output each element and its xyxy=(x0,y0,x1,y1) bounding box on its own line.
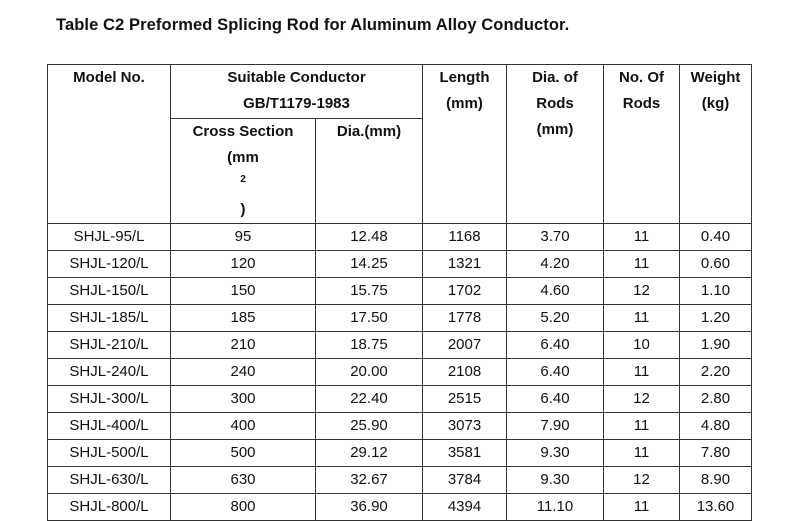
cell-conductor-diameter: 32.67 xyxy=(316,467,423,494)
cell-length: 3784 xyxy=(423,467,507,494)
cell-model: SHJL-500/L xyxy=(48,440,171,467)
cell-model: SHJL-95/L xyxy=(48,224,171,251)
cell-conductor-diameter: 17.50 xyxy=(316,305,423,332)
cell-cross-section: 300 xyxy=(171,386,316,413)
cell-cross-section: 400 xyxy=(171,413,316,440)
cell-weight: 0.40 xyxy=(680,224,752,251)
table-row xyxy=(48,224,752,251)
cell-rod-diameter: 6.40 xyxy=(507,332,604,359)
table-row xyxy=(48,251,752,278)
cell-model: SHJL-150/L xyxy=(48,278,171,305)
cell-rod-diameter: 9.30 xyxy=(507,467,604,494)
cell-conductor-diameter: 36.90 xyxy=(316,494,423,521)
cell-weight: 1.20 xyxy=(680,305,752,332)
table-row xyxy=(48,359,752,386)
cell-cross-section: 120 xyxy=(171,251,316,278)
cell-conductor-diameter: 25.90 xyxy=(316,413,423,440)
cell-cross-section: 630 xyxy=(171,467,316,494)
cell-cross-section: 210 xyxy=(171,332,316,359)
cell-model: SHJL-185/L xyxy=(48,305,171,332)
header-weight: Weight (kg) xyxy=(680,65,752,224)
cell-model: SHJL-120/L xyxy=(48,251,171,278)
cell-conductor-diameter: 22.40 xyxy=(316,386,423,413)
header-suitable-conductor: Suitable Conductor GB/T1179-1983 xyxy=(171,65,423,119)
cell-weight: 1.90 xyxy=(680,332,752,359)
cell-number-of-rods: 10 xyxy=(604,332,680,359)
cell-model: SHJL-400/L xyxy=(48,413,171,440)
table-row xyxy=(48,494,752,521)
cell-cross-section: 500 xyxy=(171,440,316,467)
cell-model: SHJL-630/L xyxy=(48,467,171,494)
cell-conductor-diameter: 14.25 xyxy=(316,251,423,278)
table-row xyxy=(48,305,752,332)
cell-weight: 8.90 xyxy=(680,467,752,494)
cell-conductor-diameter: 12.48 xyxy=(316,224,423,251)
cell-rod-diameter: 11.10 xyxy=(507,494,604,521)
table-row xyxy=(48,386,752,413)
table-title: Table C2 Preformed Splicing Rod for Aluminum Alloy Conductor. xyxy=(56,16,570,34)
cell-length: 1702 xyxy=(423,278,507,305)
cell-length: 2007 xyxy=(423,332,507,359)
cell-number-of-rods: 11 xyxy=(604,359,680,386)
header-cross-section: Cross Section (mm $^2$ ) xyxy=(171,119,316,224)
cell-number-of-rods: 11 xyxy=(604,413,680,440)
cell-rod-diameter: 9.30 xyxy=(507,440,604,467)
cell-rod-diameter: 4.60 xyxy=(507,278,604,305)
cell-number-of-rods: 11 xyxy=(604,224,680,251)
cell-number-of-rods: 11 xyxy=(604,440,680,467)
cell-length: 2108 xyxy=(423,359,507,386)
cell-length: 3073 xyxy=(423,413,507,440)
cell-weight: 7.80 xyxy=(680,440,752,467)
table-row xyxy=(48,413,752,440)
cell-weight: 0.60 xyxy=(680,251,752,278)
cell-cross-section: 150 xyxy=(171,278,316,305)
cell-length: 3581 xyxy=(423,440,507,467)
cell-weight: 2.80 xyxy=(680,386,752,413)
header-number-of-rods: No. Of Rods xyxy=(604,65,680,224)
table-row xyxy=(48,467,752,494)
cell-rod-diameter: 7.90 xyxy=(507,413,604,440)
cell-conductor-diameter: 18.75 xyxy=(316,332,423,359)
cell-length: 1168 xyxy=(423,224,507,251)
cell-rod-diameter: 3.70 xyxy=(507,224,604,251)
cell-number-of-rods: 12 xyxy=(604,278,680,305)
table-row xyxy=(48,332,752,359)
cell-cross-section: 185 xyxy=(171,305,316,332)
cell-number-of-rods: 11 xyxy=(604,305,680,332)
spec-table xyxy=(47,64,752,521)
cell-number-of-rods: 11 xyxy=(604,494,680,521)
table-row xyxy=(48,440,752,467)
cell-cross-section: 95 xyxy=(171,224,316,251)
cell-number-of-rods: 12 xyxy=(604,386,680,413)
cell-rod-diameter: 5.20 xyxy=(507,305,604,332)
cell-rod-diameter: 6.40 xyxy=(507,359,604,386)
cell-model: SHJL-210/L xyxy=(48,332,171,359)
cell-model: SHJL-300/L xyxy=(48,386,171,413)
cell-weight: 4.80 xyxy=(680,413,752,440)
header-rod-diameter: Dia. of Rods (mm) xyxy=(507,65,604,224)
table-row xyxy=(48,278,752,305)
cell-length: 4394 xyxy=(423,494,507,521)
cell-rod-diameter: 4.20 xyxy=(507,251,604,278)
cell-number-of-rods: 11 xyxy=(604,251,680,278)
cell-model: SHJL-800/L xyxy=(48,494,171,521)
cell-weight: 13.60 xyxy=(680,494,752,521)
cell-length: 1778 xyxy=(423,305,507,332)
cell-cross-section: 800 xyxy=(171,494,316,521)
cell-weight: 1.10 xyxy=(680,278,752,305)
cell-length: 1321 xyxy=(423,251,507,278)
header-model: Model No. xyxy=(48,65,171,224)
cell-number-of-rods: 12 xyxy=(604,467,680,494)
cell-conductor-diameter: 20.00 xyxy=(316,359,423,386)
cell-conductor-diameter: 29.12 xyxy=(316,440,423,467)
cell-length: 2515 xyxy=(423,386,507,413)
cell-model: SHJL-240/L xyxy=(48,359,171,386)
header-conductor-diameter: Dia.(mm) xyxy=(316,119,423,224)
cell-cross-section: 240 xyxy=(171,359,316,386)
cell-rod-diameter: 6.40 xyxy=(507,386,604,413)
header-length: Length (mm) xyxy=(423,65,507,224)
cell-conductor-diameter: 15.75 xyxy=(316,278,423,305)
cell-weight: 2.20 xyxy=(680,359,752,386)
